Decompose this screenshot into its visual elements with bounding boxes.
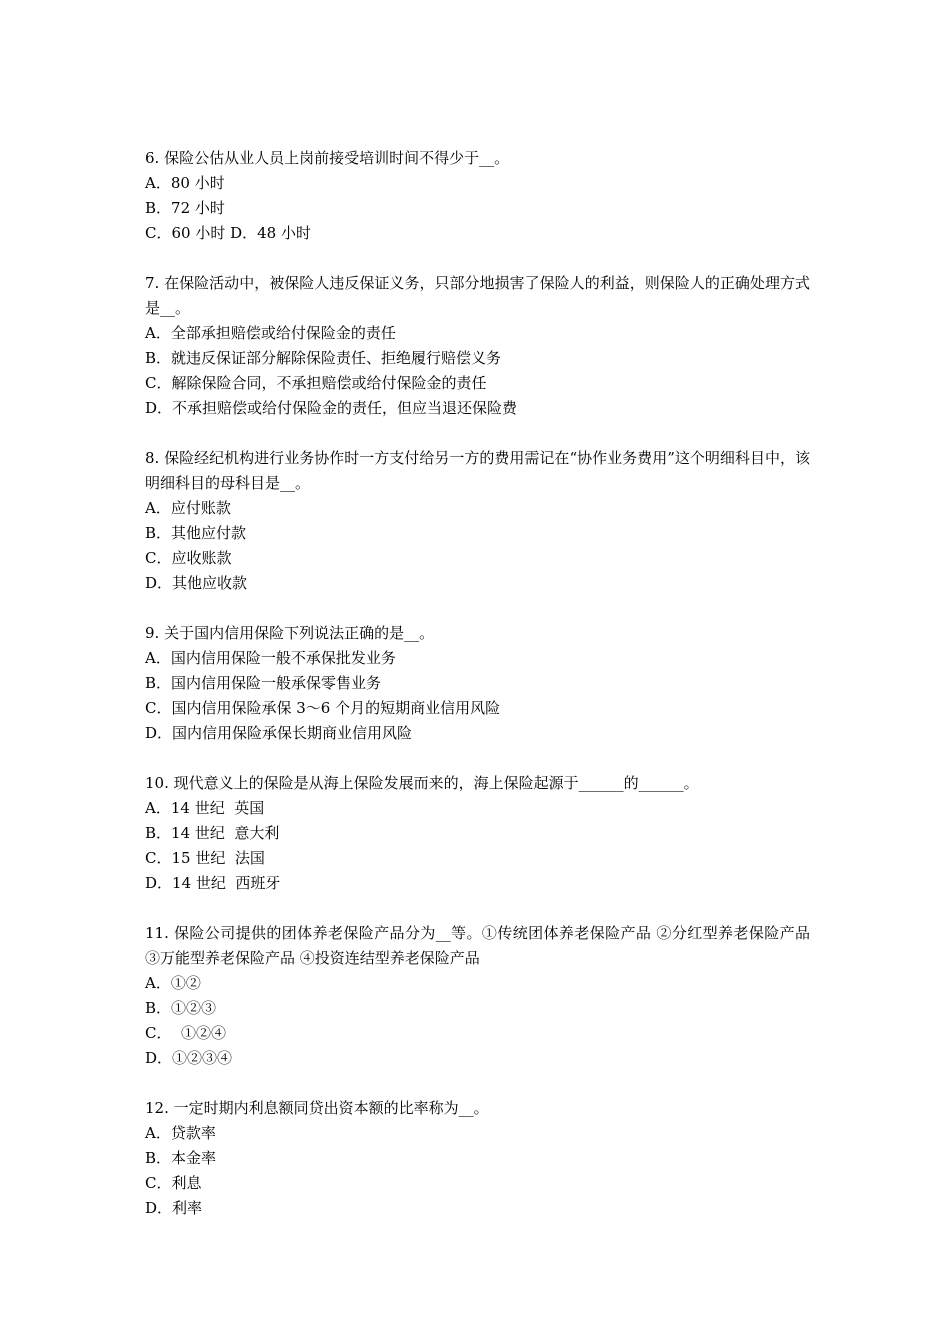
option: C．利息 xyxy=(145,1174,202,1192)
option: B．14 世纪 意大利 xyxy=(145,824,280,842)
option: B．国内信用保险一般承保零售业务 xyxy=(145,674,382,692)
question-8 xyxy=(145,446,810,596)
question-stem: 12. 一定时期内利息额同贷出资本额的比率称为__。 xyxy=(145,1099,489,1117)
question-6 xyxy=(145,146,810,246)
option: B．其他应付款 xyxy=(145,524,247,542)
option: B．就违反保证部分解除保险责任、拒绝履行赔偿义务 xyxy=(145,349,502,367)
option: D．14 世纪 西班牙 xyxy=(145,874,281,892)
question-11 xyxy=(145,921,810,1071)
question-12 xyxy=(145,1096,810,1221)
question-stem: 7. 在保险活动中，被保险人违反保证义务，只部分地损害了保险人的利益，则保险人的正确处理方式是__。 xyxy=(145,274,810,317)
question-7 xyxy=(145,271,810,421)
option: A．80 小时 xyxy=(145,174,225,192)
option: C．解除保险合同，不承担赔偿或给付保险金的责任 xyxy=(145,374,487,392)
option: A．贷款率 xyxy=(145,1124,216,1142)
option: C．国内信用保险承保 3～6 个月的短期商业信用风险 xyxy=(145,699,501,717)
option: A．国内信用保险一般不承保批发业务 xyxy=(145,649,396,667)
option: B．本金率 xyxy=(145,1149,217,1167)
question-stem: 9. 关于国内信用保险下列说法正确的是__。 xyxy=(145,624,435,642)
option: A．全部承担赔偿或给付保险金的责任 xyxy=(145,324,396,342)
option: B．72 小时 xyxy=(145,199,225,217)
question-stem: 11. 保险公司提供的团体养老保险产品分为__等。①传统团体养老保险产品 ②分红型养老保险产品 ③万能型养老保险产品 ④投资连结型养老保险产品 xyxy=(145,924,810,967)
option: D．国内信用保险承保长期商业信用风险 xyxy=(145,724,413,742)
option: C．60 小时 D．48 小时 xyxy=(145,224,311,242)
option: B．①②③ xyxy=(145,999,217,1017)
option: A．①② xyxy=(145,974,201,992)
option: A．应付账款 xyxy=(145,499,231,517)
option: D．不承担赔偿或给付保险金的责任，但应当退还保险费 xyxy=(145,399,518,417)
option: A．14 世纪 英国 xyxy=(145,799,265,817)
option: C．应收账款 xyxy=(145,549,232,567)
question-9 xyxy=(145,621,810,746)
option: D．①②③④ xyxy=(145,1049,233,1067)
question-stem: 6. 保险公估从业人员上岗前接受培训时间不得少于__。 xyxy=(145,149,510,167)
question-list xyxy=(145,146,810,1246)
option: D．利率 xyxy=(145,1199,203,1217)
option: C．15 世纪 法国 xyxy=(145,849,265,867)
option: D．其他应收款 xyxy=(145,574,248,592)
question-stem: 8. 保险经纪机构进行业务协作时一方支付给另一方的费用需记在“协作业务费用”这个明细科目中，该明细科目的母科目是__。 xyxy=(145,449,810,492)
option: C． ①②④ xyxy=(145,1024,227,1042)
question-10 xyxy=(145,771,810,896)
question-stem: 10. 现代意义上的保险是从海上保险发展而来的，海上保险起源于______的______。 xyxy=(145,774,699,792)
